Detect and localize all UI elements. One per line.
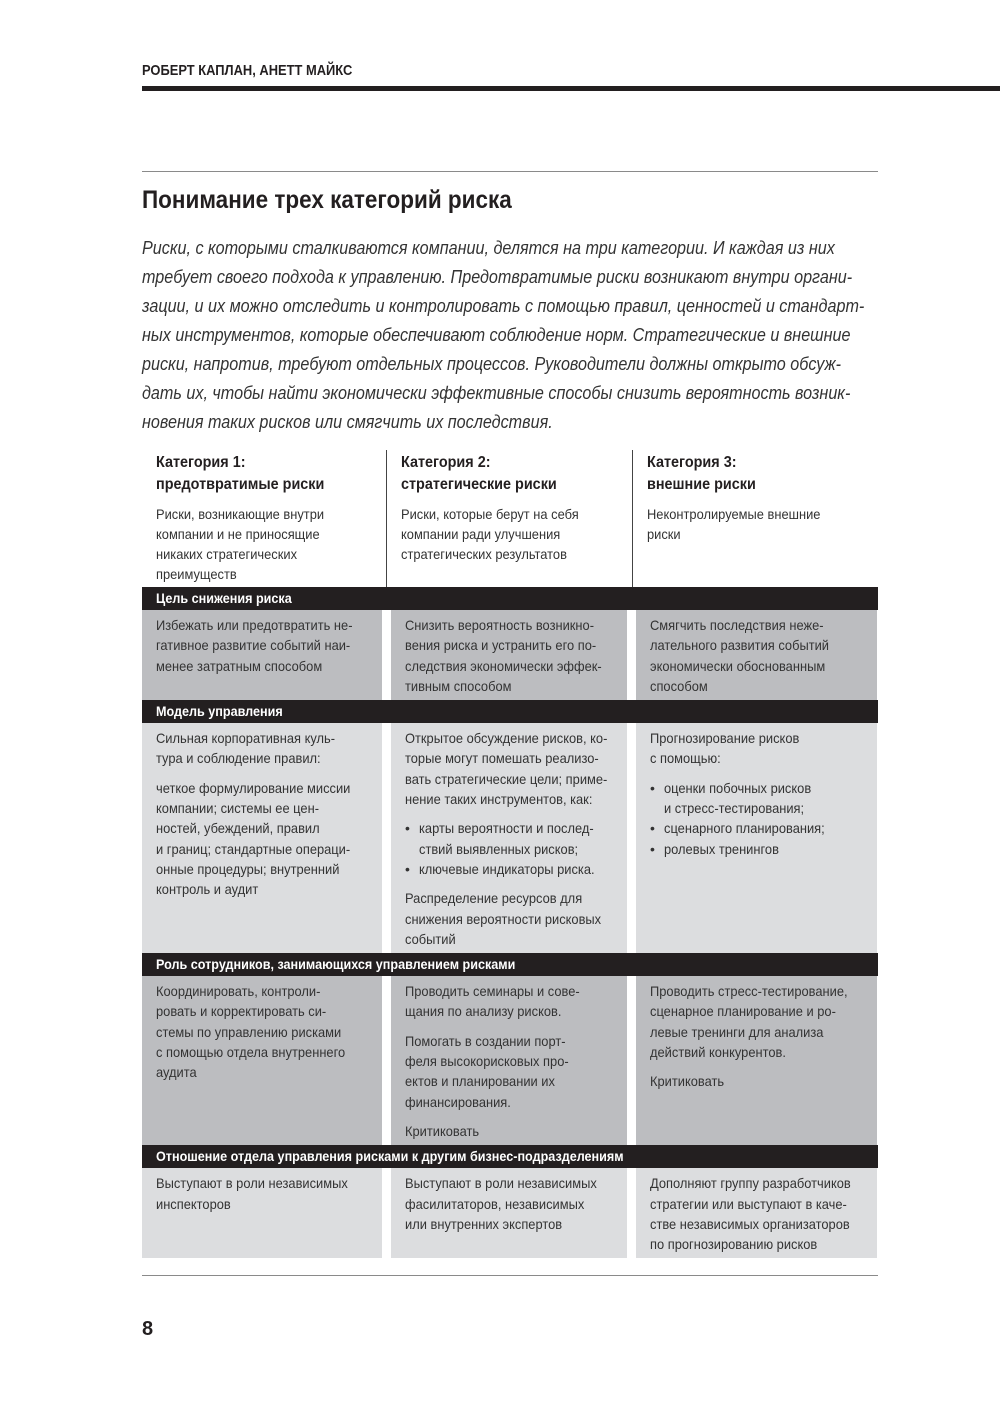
table-cell-category-1 xyxy=(142,976,382,1145)
section-heading: Отношение отдела управления рисками к другим бизнес-подразделениям xyxy=(156,1148,624,1165)
category-3-title-line2: внешние риски xyxy=(647,476,756,493)
cell-paragraph xyxy=(405,728,617,809)
category-2-title-line2: стратегические риски xyxy=(401,476,557,493)
cell-line: Открытое обсуждение рисков, ко- xyxy=(405,730,608,747)
cell-paragraph xyxy=(405,1173,617,1234)
cell-paragraph xyxy=(650,1071,867,1091)
cell-paragraph xyxy=(405,615,617,696)
cell-paragraph xyxy=(405,1031,617,1112)
bullet-item xyxy=(650,839,867,859)
cell-line: тура и соблюдение правил: xyxy=(156,750,321,767)
bullet-item xyxy=(650,778,867,819)
intro-line: новения таких рисков или смягчить их последствия. xyxy=(142,412,553,432)
table-cell-category-2 xyxy=(391,1168,627,1258)
cell-paragraph xyxy=(650,728,867,769)
desc-line: Риски, возникающие внутри xyxy=(156,506,325,522)
section-rule-top xyxy=(142,171,878,172)
desc-line: Неконтролируемые внешние xyxy=(647,506,821,522)
page-number: 8 xyxy=(142,1318,154,1340)
cell-line: событий xyxy=(405,930,456,947)
cell-line: лательного развития событий xyxy=(650,637,829,654)
section-heading-band xyxy=(142,700,878,723)
bullet-line: • ролевых тренингов xyxy=(664,840,779,857)
intro-line: риски, напротив, требуют отдельных процессов. Руководители должны открыто обсуж- xyxy=(142,354,842,374)
cell-line: торые могут помешать реализо- xyxy=(405,750,599,767)
cell-line: Проводить семинары и сове- xyxy=(405,983,580,1000)
cell-line: по прогнозированию рисков xyxy=(650,1236,818,1253)
cell-line: действий конкурентов. xyxy=(650,1044,786,1061)
section-heading-band xyxy=(142,587,878,610)
cell-line: стратегии или выступают в каче- xyxy=(650,1195,847,1212)
intro-paragraph xyxy=(142,234,878,437)
section-heading-band xyxy=(142,1145,878,1168)
desc-line: стратегических результатов xyxy=(401,546,567,562)
section-rule-bottom xyxy=(142,1275,878,1276)
bullet-item xyxy=(405,859,617,879)
cell-line: гативное развитие событий наи- xyxy=(156,637,351,654)
cell-line: щания по анализу рисков. xyxy=(405,1003,562,1020)
bullet-line: • карты вероятности и послед- xyxy=(419,820,594,837)
header-rule xyxy=(142,86,1000,91)
section-heading: Роль сотрудников, занимающихся управлением рисками xyxy=(156,956,516,973)
cell-line: Координировать, контроли- xyxy=(156,983,321,1000)
cell-line: контроль и аудит xyxy=(156,881,259,898)
cell-line: левые тренинги для анализа xyxy=(650,1023,824,1040)
cell-paragraph xyxy=(405,981,617,1022)
category-2-description xyxy=(401,504,613,564)
table-cell-category-3 xyxy=(636,723,877,953)
table-cell-category-1 xyxy=(142,1168,382,1258)
cell-paragraph xyxy=(156,1173,372,1214)
cell-line: нение таких инструментов, как: xyxy=(405,791,593,808)
intro-line: требует своего подхода к управлению. Предотвратимые риски возникают внутри органи- xyxy=(142,267,853,287)
table-cell-category-2 xyxy=(391,976,627,1145)
cell-bullet-list xyxy=(405,818,617,879)
table-cell-category-3 xyxy=(636,1168,877,1258)
desc-line: преимуществ xyxy=(156,566,237,582)
page-title: Понимание трех категорий риска xyxy=(142,186,512,214)
bullet-line: • оценки побочных рисков xyxy=(664,779,812,796)
cell-bullet-list xyxy=(650,778,867,859)
cell-line: инспекторов xyxy=(156,1195,231,1212)
category-1-title-line2: предотвратимые риски xyxy=(156,476,325,493)
intro-line: ных инструментов, которые обеспечивают соблюдение норм. Стратегические и внешние xyxy=(142,325,851,345)
category-3-description xyxy=(647,504,859,544)
cell-line: Критиковать xyxy=(405,1122,480,1139)
table-cell-category-3 xyxy=(636,610,877,700)
cell-line: способом xyxy=(650,677,708,694)
bullet-line: ствий выявленных рисков; xyxy=(419,840,579,857)
cell-paragraph xyxy=(405,888,617,949)
risk-categories-table xyxy=(142,450,878,1258)
cell-line: вать стратегические цели; приме- xyxy=(405,770,608,787)
cell-paragraph xyxy=(405,1121,617,1141)
cell-paragraph xyxy=(156,728,372,769)
table-cell-category-1 xyxy=(142,723,382,953)
cell-line: Выступают в роли независимых xyxy=(156,1175,348,1192)
cell-line: снижения вероятности рисковых xyxy=(405,910,602,927)
cell-line: и границ; стандартные операци- xyxy=(156,840,351,857)
table-cell-category-1 xyxy=(142,610,382,700)
cell-paragraph xyxy=(156,615,372,676)
cell-line: сценарное планирование и ро- xyxy=(650,1003,836,1020)
cell-line: тивным способом xyxy=(405,677,512,694)
desc-line: риски xyxy=(647,526,681,542)
bullet-item xyxy=(405,818,617,859)
desc-line: никаких стратегических xyxy=(156,546,298,562)
category-header-row xyxy=(142,450,878,587)
cell-line: Выступают в роли независимых xyxy=(405,1175,597,1192)
cell-line: ектов и планировании их xyxy=(405,1073,555,1090)
cell-line: следствия экономически эффек- xyxy=(405,657,602,674)
category-3-title-line1: Категория 3: xyxy=(647,454,737,471)
bullet-item xyxy=(650,818,867,838)
desc-line: компании ради улучшения xyxy=(401,526,561,542)
cell-paragraph xyxy=(156,778,372,900)
cell-line: онные процедуры; внутренний xyxy=(156,860,340,877)
table-cell-category-2 xyxy=(391,610,627,700)
cell-paragraph xyxy=(650,615,867,696)
table-row xyxy=(142,1168,878,1258)
cell-paragraph xyxy=(650,1173,867,1254)
cell-line: Избежать или предотвратить не- xyxy=(156,617,353,633)
bullet-line: • ключевые индикаторы риска. xyxy=(419,860,595,877)
table-cell-category-2 xyxy=(391,723,627,953)
table-cell-category-3 xyxy=(636,976,877,1145)
cell-line: Проводить стресс-тестирование, xyxy=(650,983,848,1000)
cell-line: Смягчить последствия неже- xyxy=(650,617,824,633)
cell-line: финансирования. xyxy=(405,1093,511,1110)
cell-line: компании; системы ее цен- xyxy=(156,800,319,817)
cell-line: Прогнозирование рисков xyxy=(650,730,800,747)
bullet-line: • сценарного планирования; xyxy=(664,820,825,837)
desc-line: Риски, которые берут на себя xyxy=(401,506,579,522)
cell-line: четкое формулирование миссии xyxy=(156,779,351,796)
cell-line: стве независимых организаторов xyxy=(650,1215,850,1232)
cell-line: аудита xyxy=(156,1064,197,1081)
cell-line: Снизить вероятность возникно- xyxy=(405,617,595,633)
cell-line: Дополняют группу разработчиков xyxy=(650,1175,851,1192)
cell-paragraph xyxy=(650,981,867,1062)
category-1-title-line1: Категория 1: xyxy=(156,454,246,471)
cell-line: с помощью отдела внутреннего xyxy=(156,1044,346,1061)
intro-line: Риски, с которыми сталкиваются компании, делятся на три категории. И каждая из них xyxy=(142,238,835,258)
cell-line: стемы по управлению рисками xyxy=(156,1023,342,1040)
section-heading: Модель управления xyxy=(156,703,283,720)
section-heading-band xyxy=(142,953,878,976)
running-head: РОБЕРТ КАПЛАН, АНЕТТ МАЙКС xyxy=(142,62,353,79)
category-2-title-line1: Категория 2: xyxy=(401,454,491,471)
cell-line: Распределение ресурсов для xyxy=(405,890,583,907)
category-2-header xyxy=(386,450,632,587)
cell-line: фасилитаторов, независимых xyxy=(405,1195,585,1212)
table-row xyxy=(142,976,878,1145)
table-row xyxy=(142,723,878,953)
desc-line: компании и не приносящие xyxy=(156,526,320,542)
table-row xyxy=(142,610,878,700)
cell-line: ровать и корректировать си- xyxy=(156,1003,327,1020)
category-1-header xyxy=(142,450,382,587)
category-1-description xyxy=(156,504,368,584)
section-heading: Цель снижения риска xyxy=(156,590,292,606)
cell-line: феля высокорисковых про- xyxy=(405,1053,569,1070)
cell-line: Критиковать xyxy=(650,1073,725,1090)
cell-line: Помогать в создании порт- xyxy=(405,1032,566,1049)
cell-line: менее затратным способом xyxy=(156,657,323,674)
cell-line: ностей, убеждений, правил xyxy=(156,820,320,837)
cell-line: Сильная корпоративная куль- xyxy=(156,730,336,747)
cell-paragraph xyxy=(156,981,372,1082)
bullet-line: и стресс-тестирования; xyxy=(664,800,805,817)
category-3-header xyxy=(632,450,878,587)
intro-line: зации, и их можно отследить и контролировать с помощью правил, ценностей и стандарт- xyxy=(142,296,865,316)
cell-line: или внутренних экспертов xyxy=(405,1215,563,1232)
cell-line: с помощью: xyxy=(650,750,721,767)
table-sections xyxy=(142,587,878,1258)
cell-line: экономически обоснованным xyxy=(650,657,826,674)
cell-line: вения риска и устранить его по- xyxy=(405,637,597,654)
intro-line: дать их, чтобы найти экономически эффективные способы снизить вероятность возник- xyxy=(142,383,851,403)
